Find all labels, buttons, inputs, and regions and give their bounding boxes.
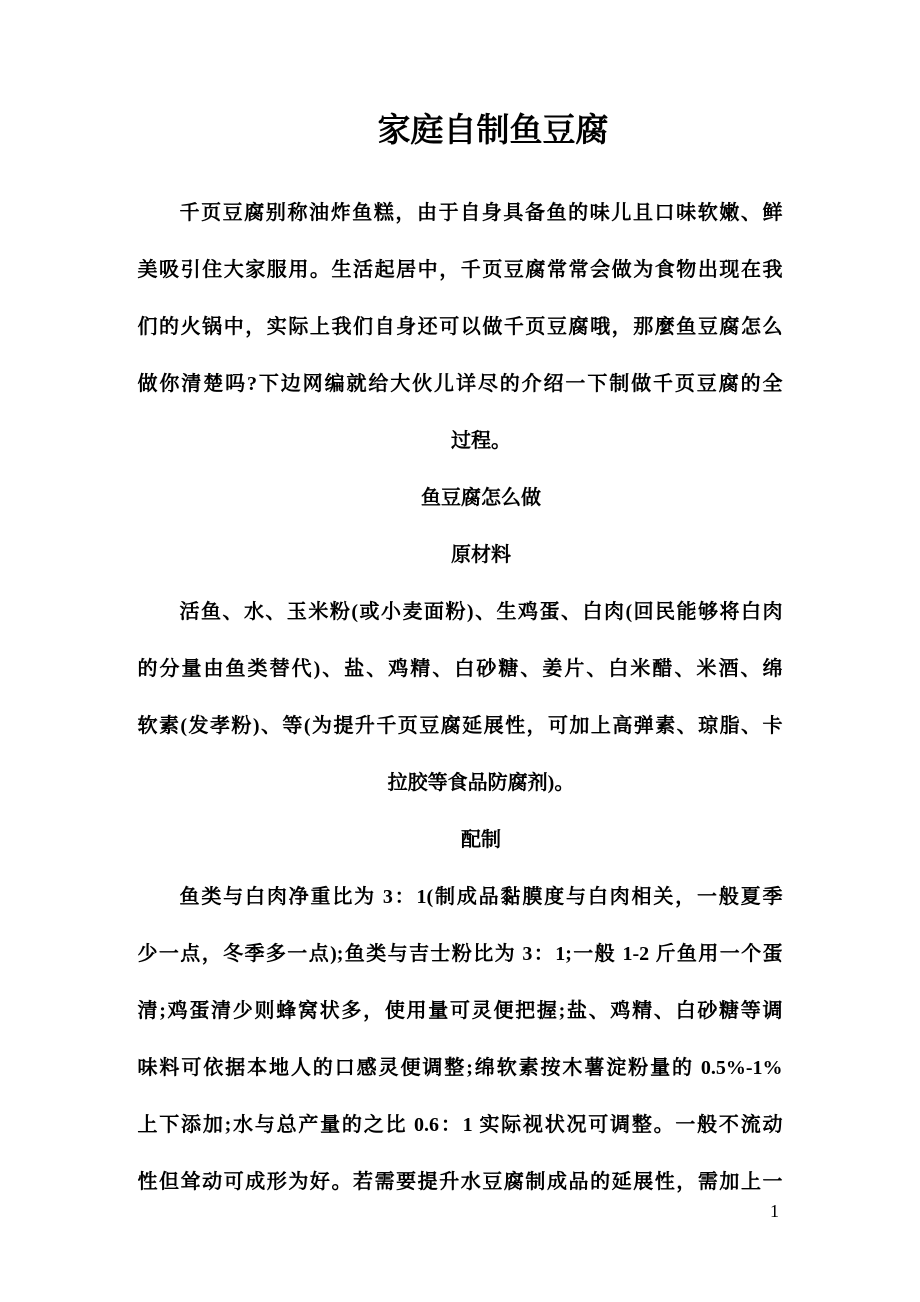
page-number: 1 bbox=[770, 1201, 779, 1221]
intro-paragraph-line: 千页豆腐别称油炸鱼糕，由于自身具备鱼的味儿且口味软嫩、鲜 bbox=[179, 202, 783, 224]
intro-paragraph-line: 做你清楚吗?下边网编就给大伙儿详尽的介绍一下制做千页豆腐的全 bbox=[137, 373, 783, 395]
section-heading-ingredients: 原材料 bbox=[451, 544, 511, 566]
document-content bbox=[138, 0, 783, 1211]
intro-paragraph-line: 们的火锅中，实际上我们自身还可以做千页豆腐哦，那麼鱼豆腐怎么 bbox=[137, 316, 783, 338]
mixing-paragraph-line: 味料可依据本地人的口感灵便调整;绵软素按木薯淀粉量的 0.5%-1% bbox=[137, 1057, 783, 1079]
mixing-paragraph-line: 性但耸动可成形为好。若需要提升水豆腐制成品的延展性，需加上一 bbox=[137, 1171, 783, 1193]
intro-paragraph-line: 过程。 bbox=[451, 430, 511, 452]
document-title: 家庭自制鱼豆腐 bbox=[377, 113, 609, 149]
section-heading-how-to-make: 鱼豆腐怎么做 bbox=[421, 487, 541, 509]
ingredients-paragraph-line: 活鱼、水、玉米粉(或小麦面粉)、生鸡蛋、白肉(回民能够将白肉 bbox=[179, 601, 783, 623]
mixing-paragraph-line: 清;鸡蛋清少则蜂窝状多，使用量可灵便把握;盐、鸡精、白砂糖等调 bbox=[137, 1000, 783, 1022]
mixing-paragraph-line: 鱼类与白肉净重比为 3：1(制成品黏膜度与白肉相关，一般夏季 bbox=[179, 886, 783, 908]
mixing-paragraph-line: 少一点，冬季多一点);鱼类与吉士粉比为 3：1;一般 1-2 斤鱼用一个蛋 bbox=[137, 943, 783, 965]
ingredients-paragraph-line: 拉胶等食品防腐剂)。 bbox=[387, 772, 575, 794]
mixing-paragraph-line: 上下添加;水与总产量的之比 0.6：1 实际视状况可调整。一般不流动 bbox=[137, 1114, 783, 1136]
intro-paragraph-line: 美吸引住大家服用。生活起居中，千页豆腐常常会做为食物出现在我 bbox=[137, 259, 783, 281]
ingredients-paragraph-line: 的分量由鱼类替代)、盐、鸡精、白砂糖、姜片、白米醋、米酒、绵 bbox=[137, 658, 783, 680]
document-body bbox=[138, 185, 783, 1211]
section-heading-mixing: 配制 bbox=[461, 829, 501, 851]
ingredients-paragraph-line: 软素(发孝粉)、等(为提升千页豆腐延展性，可加上高弹素、琼脂、卡 bbox=[137, 715, 783, 737]
